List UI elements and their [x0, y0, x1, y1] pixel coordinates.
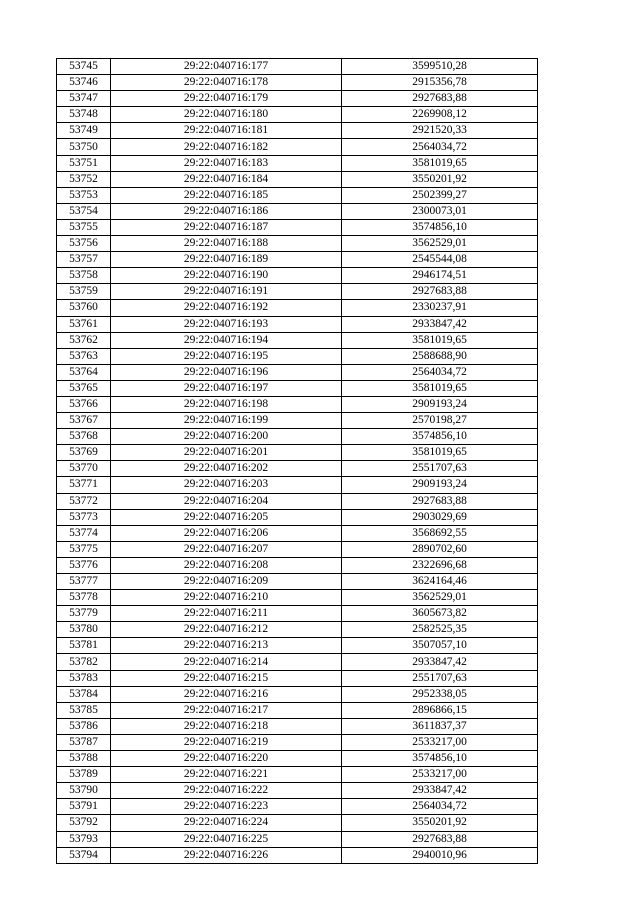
- document-page: [56, 58, 534, 864]
- table-row: [57, 606, 538, 622]
- value-cell: 3574856,10: [342, 219, 538, 235]
- cadastral-number-cell: 29:22:040716:192: [111, 300, 342, 316]
- cadastral-number-cell: 29:22:040716:200: [111, 429, 342, 445]
- cadastral-number-cell: 29:22:040716:182: [111, 139, 342, 155]
- table-row: [57, 59, 538, 75]
- table-row: [57, 461, 538, 477]
- cadastral-number-cell: 29:22:040716:189: [111, 252, 342, 268]
- value-cell: 2570198,27: [342, 413, 538, 429]
- value-cell: 3605673,82: [342, 606, 538, 622]
- row-number-cell: 53794: [57, 847, 111, 863]
- value-cell: 2890702,60: [342, 541, 538, 557]
- cadastral-number-cell: 29:22:040716:179: [111, 91, 342, 107]
- value-cell: 2564034,72: [342, 799, 538, 815]
- table-row: [57, 622, 538, 638]
- value-cell: 3574856,10: [342, 751, 538, 767]
- row-number-cell: 53747: [57, 91, 111, 107]
- cadastral-number-cell: 29:22:040716:201: [111, 445, 342, 461]
- row-number-cell: 53775: [57, 541, 111, 557]
- row-number-cell: 53786: [57, 718, 111, 734]
- table-row: [57, 348, 538, 364]
- value-cell: 3599510,28: [342, 59, 538, 75]
- cadastral-number-cell: 29:22:040716:207: [111, 541, 342, 557]
- row-number-cell: 53748: [57, 107, 111, 123]
- table-row: [57, 541, 538, 557]
- value-cell: 2933847,42: [342, 654, 538, 670]
- value-cell: 2533217,00: [342, 734, 538, 750]
- table-row: [57, 445, 538, 461]
- row-number-cell: 53761: [57, 316, 111, 332]
- row-number-cell: 53756: [57, 236, 111, 252]
- table-row: [57, 252, 538, 268]
- row-number-cell: 53767: [57, 413, 111, 429]
- cadastral-number-cell: 29:22:040716:195: [111, 348, 342, 364]
- row-number-cell: 53745: [57, 59, 111, 75]
- cadastral-number-cell: 29:22:040716:225: [111, 831, 342, 847]
- row-number-cell: 53782: [57, 654, 111, 670]
- row-number-cell: 53771: [57, 477, 111, 493]
- row-number-cell: 53752: [57, 171, 111, 187]
- cadastral-number-cell: 29:22:040716:187: [111, 219, 342, 235]
- table-row: [57, 236, 538, 252]
- row-number-cell: 53766: [57, 396, 111, 412]
- cadastral-number-cell: 29:22:040716:203: [111, 477, 342, 493]
- value-cell: 3574856,10: [342, 429, 538, 445]
- value-cell: 2588688,90: [342, 348, 538, 364]
- table-row: [57, 509, 538, 525]
- value-cell: 2909193,24: [342, 477, 538, 493]
- cadastral-number-cell: 29:22:040716:191: [111, 284, 342, 300]
- table-row: [57, 734, 538, 750]
- cadastral-number-cell: 29:22:040716:188: [111, 236, 342, 252]
- table-row: [57, 364, 538, 380]
- row-number-cell: 53772: [57, 493, 111, 509]
- cadastral-number-cell: 29:22:040716:222: [111, 783, 342, 799]
- cadastral-number-cell: 29:22:040716:218: [111, 718, 342, 734]
- cadastral-number-cell: 29:22:040716:205: [111, 509, 342, 525]
- table-row: [57, 686, 538, 702]
- value-cell: 2940010,96: [342, 847, 538, 863]
- table-row: [57, 702, 538, 718]
- table-row: [57, 300, 538, 316]
- value-cell: 3581019,65: [342, 380, 538, 396]
- table-row: [57, 831, 538, 847]
- cadastral-number-cell: 29:22:040716:186: [111, 203, 342, 219]
- cadastral-number-cell: 29:22:040716:212: [111, 622, 342, 638]
- row-number-cell: 53754: [57, 203, 111, 219]
- cadastral-number-cell: 29:22:040716:221: [111, 767, 342, 783]
- cadastral-number-cell: 29:22:040716:194: [111, 332, 342, 348]
- row-number-cell: 53764: [57, 364, 111, 380]
- value-cell: 2946174,51: [342, 268, 538, 284]
- value-cell: 2564034,72: [342, 139, 538, 155]
- table-row: [57, 525, 538, 541]
- cadastral-number-cell: 29:22:040716:211: [111, 606, 342, 622]
- cadastral-number-cell: 29:22:040716:196: [111, 364, 342, 380]
- table-row: [57, 493, 538, 509]
- row-number-cell: 53776: [57, 557, 111, 573]
- row-number-cell: 53774: [57, 525, 111, 541]
- row-number-cell: 53768: [57, 429, 111, 445]
- value-cell: 2915356,78: [342, 75, 538, 91]
- row-number-cell: 53757: [57, 252, 111, 268]
- table-row: [57, 268, 538, 284]
- value-cell: 3568692,55: [342, 525, 538, 541]
- cadastral-number-cell: 29:22:040716:178: [111, 75, 342, 91]
- row-number-cell: 53788: [57, 751, 111, 767]
- table-row: [57, 590, 538, 606]
- cadastral-number-cell: 29:22:040716:208: [111, 557, 342, 573]
- row-number-cell: 53790: [57, 783, 111, 799]
- table-row: [57, 847, 538, 863]
- value-cell: 2551707,63: [342, 670, 538, 686]
- cadastral-number-cell: 29:22:040716:219: [111, 734, 342, 750]
- cadastral-number-cell: 29:22:040716:226: [111, 847, 342, 863]
- value-cell: 2545544,08: [342, 252, 538, 268]
- row-number-cell: 53746: [57, 75, 111, 91]
- table-row: [57, 380, 538, 396]
- table-row: [57, 316, 538, 332]
- table-row: [57, 107, 538, 123]
- table-row: [57, 557, 538, 573]
- cadastral-number-cell: 29:22:040716:210: [111, 590, 342, 606]
- table-row: [57, 429, 538, 445]
- value-cell: 2322696,68: [342, 557, 538, 573]
- row-number-cell: 53784: [57, 686, 111, 702]
- value-cell: 2927683,88: [342, 284, 538, 300]
- cadastral-number-cell: 29:22:040716:197: [111, 380, 342, 396]
- table-row: [57, 75, 538, 91]
- row-number-cell: 53758: [57, 268, 111, 284]
- cadastral-number-cell: 29:22:040716:206: [111, 525, 342, 541]
- value-cell: 2896866,15: [342, 702, 538, 718]
- cadastral-number-cell: 29:22:040716:185: [111, 187, 342, 203]
- row-number-cell: 53781: [57, 638, 111, 654]
- cadastral-number-cell: 29:22:040716:224: [111, 815, 342, 831]
- value-cell: 2269908,12: [342, 107, 538, 123]
- row-number-cell: 53787: [57, 734, 111, 750]
- table-row: [57, 203, 538, 219]
- cadastral-number-cell: 29:22:040716:220: [111, 751, 342, 767]
- table-row: [57, 654, 538, 670]
- row-number-cell: 53792: [57, 815, 111, 831]
- table-row: [57, 139, 538, 155]
- cadastral-number-cell: 29:22:040716:209: [111, 574, 342, 590]
- row-number-cell: 53769: [57, 445, 111, 461]
- table-row: [57, 638, 538, 654]
- cadastral-value-table: [56, 58, 538, 864]
- table-row: [57, 219, 538, 235]
- table-row: [57, 767, 538, 783]
- cadastral-number-cell: 29:22:040716:223: [111, 799, 342, 815]
- cadastral-number-cell: 29:22:040716:180: [111, 107, 342, 123]
- cadastral-number-cell: 29:22:040716:183: [111, 155, 342, 171]
- row-number-cell: 53753: [57, 187, 111, 203]
- value-cell: 2903029,69: [342, 509, 538, 525]
- cadastral-number-cell: 29:22:040716:217: [111, 702, 342, 718]
- value-cell: 3507057,10: [342, 638, 538, 654]
- row-number-cell: 53762: [57, 332, 111, 348]
- value-cell: 2927683,88: [342, 91, 538, 107]
- value-cell: 2330237,91: [342, 300, 538, 316]
- value-cell: 2551707,63: [342, 461, 538, 477]
- table-row: [57, 284, 538, 300]
- value-cell: 3562529,01: [342, 236, 538, 252]
- cadastral-number-cell: 29:22:040716:190: [111, 268, 342, 284]
- table-row: [57, 123, 538, 139]
- cadastral-number-cell: 29:22:040716:181: [111, 123, 342, 139]
- row-number-cell: 53760: [57, 300, 111, 316]
- table-row: [57, 413, 538, 429]
- table-row: [57, 799, 538, 815]
- table-row: [57, 187, 538, 203]
- cadastral-number-cell: 29:22:040716:184: [111, 171, 342, 187]
- row-number-cell: 53778: [57, 590, 111, 606]
- value-cell: 2564034,72: [342, 364, 538, 380]
- value-cell: 3581019,65: [342, 332, 538, 348]
- row-number-cell: 53783: [57, 670, 111, 686]
- cadastral-number-cell: 29:22:040716:214: [111, 654, 342, 670]
- table-row: [57, 815, 538, 831]
- cadastral-number-cell: 29:22:040716:204: [111, 493, 342, 509]
- value-cell: 2927683,88: [342, 493, 538, 509]
- value-cell: 3611837,37: [342, 718, 538, 734]
- row-number-cell: 53779: [57, 606, 111, 622]
- cadastral-number-cell: 29:22:040716:202: [111, 461, 342, 477]
- cadastral-number-cell: 29:22:040716:213: [111, 638, 342, 654]
- value-cell: 2933847,42: [342, 783, 538, 799]
- row-number-cell: 53789: [57, 767, 111, 783]
- value-cell: 3624164,46: [342, 574, 538, 590]
- value-cell: 3562529,01: [342, 590, 538, 606]
- table-row: [57, 171, 538, 187]
- row-number-cell: 53751: [57, 155, 111, 171]
- row-number-cell: 53749: [57, 123, 111, 139]
- table-row: [57, 332, 538, 348]
- row-number-cell: 53765: [57, 380, 111, 396]
- cadastral-number-cell: 29:22:040716:198: [111, 396, 342, 412]
- value-cell: 3550201,92: [342, 815, 538, 831]
- table-body: [57, 59, 538, 864]
- table-row: [57, 751, 538, 767]
- row-number-cell: 53755: [57, 219, 111, 235]
- value-cell: 2927683,88: [342, 831, 538, 847]
- row-number-cell: 53759: [57, 284, 111, 300]
- value-cell: 2933847,42: [342, 316, 538, 332]
- row-number-cell: 53793: [57, 831, 111, 847]
- value-cell: 2582525,35: [342, 622, 538, 638]
- table-row: [57, 670, 538, 686]
- table-row: [57, 574, 538, 590]
- value-cell: 2952338,05: [342, 686, 538, 702]
- row-number-cell: 53785: [57, 702, 111, 718]
- table-row: [57, 718, 538, 734]
- row-number-cell: 53780: [57, 622, 111, 638]
- cadastral-number-cell: 29:22:040716:177: [111, 59, 342, 75]
- value-cell: 2502399,27: [342, 187, 538, 203]
- value-cell: 2300073,01: [342, 203, 538, 219]
- cadastral-number-cell: 29:22:040716:193: [111, 316, 342, 332]
- table-row: [57, 783, 538, 799]
- row-number-cell: 53750: [57, 139, 111, 155]
- table-row: [57, 396, 538, 412]
- row-number-cell: 53770: [57, 461, 111, 477]
- table-row: [57, 477, 538, 493]
- table-row: [57, 91, 538, 107]
- cadastral-number-cell: 29:22:040716:215: [111, 670, 342, 686]
- value-cell: 2533217,00: [342, 767, 538, 783]
- value-cell: 2921520,33: [342, 123, 538, 139]
- row-number-cell: 53763: [57, 348, 111, 364]
- cadastral-number-cell: 29:22:040716:199: [111, 413, 342, 429]
- row-number-cell: 53791: [57, 799, 111, 815]
- row-number-cell: 53777: [57, 574, 111, 590]
- value-cell: 2909193,24: [342, 396, 538, 412]
- value-cell: 3581019,65: [342, 155, 538, 171]
- cadastral-number-cell: 29:22:040716:216: [111, 686, 342, 702]
- table-row: [57, 155, 538, 171]
- value-cell: 3550201,92: [342, 171, 538, 187]
- row-number-cell: 53773: [57, 509, 111, 525]
- value-cell: 3581019,65: [342, 445, 538, 461]
